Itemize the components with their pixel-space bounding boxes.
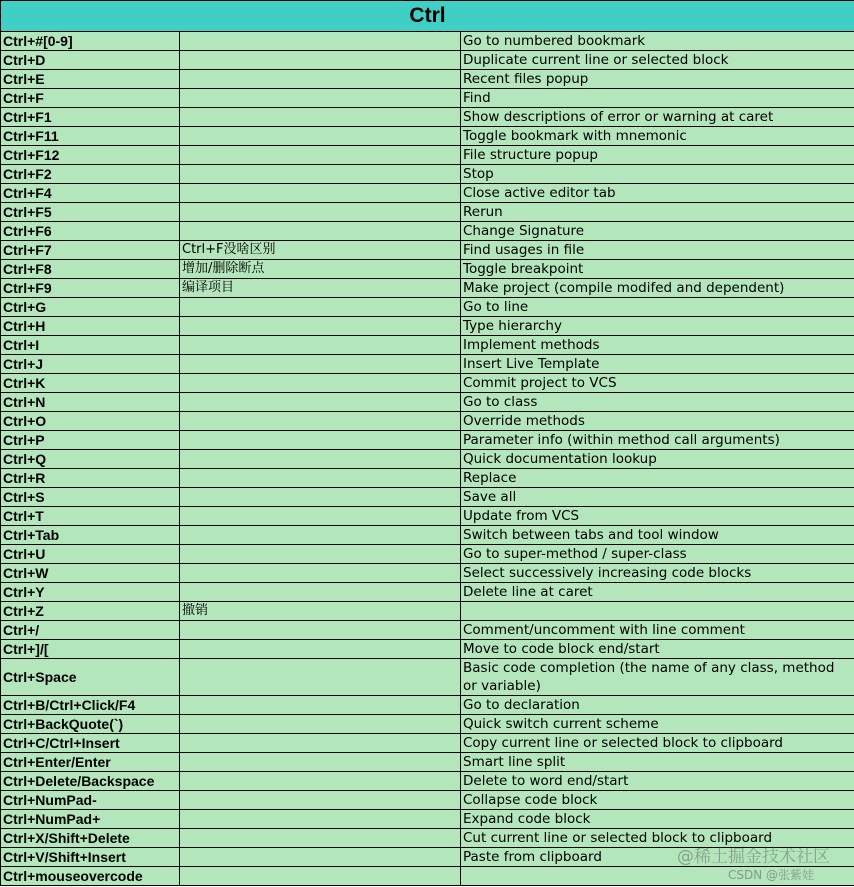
table-row [1, 298, 854, 317]
description-cell: Go to line [461, 298, 854, 317]
shortcut-key-cell: Ctrl+Tab [1, 526, 180, 545]
note-cell: 增加/删除断点 [180, 260, 461, 279]
shortcut-key-cell: Ctrl+NumPad- [1, 791, 180, 810]
description-cell: Update from VCS [461, 507, 854, 526]
note-cell [180, 51, 461, 70]
table-row [1, 32, 854, 51]
table-row [1, 791, 854, 810]
note-cell: 编译项目 [180, 279, 461, 298]
table-row [1, 51, 854, 70]
table-row [1, 241, 854, 260]
table-row [1, 734, 854, 753]
description-cell: Recent files popup [461, 70, 854, 89]
description-cell [461, 602, 854, 621]
shortcut-key-cell: Ctrl+T [1, 507, 180, 526]
note-cell [180, 545, 461, 564]
note-cell [180, 507, 461, 526]
shortcut-key-cell: Ctrl+Delete/Backspace [1, 772, 180, 791]
table-title: Ctrl [1, 1, 854, 32]
description-cell: Commit project to VCS [461, 374, 854, 393]
shortcut-key-cell: Ctrl+]/[ [1, 640, 180, 659]
description-cell: Find [461, 89, 854, 108]
shortcut-key-cell: Ctrl+I [1, 336, 180, 355]
shortcut-key-cell: Ctrl+F9 [1, 279, 180, 298]
shortcut-key-cell: Ctrl+BackQuote(`) [1, 715, 180, 734]
shortcut-key-cell: Ctrl+F4 [1, 184, 180, 203]
note-cell [180, 393, 461, 412]
shortcut-key-cell: Ctrl+E [1, 70, 180, 89]
note-cell [180, 867, 461, 886]
shortcut-key-cell: Ctrl+X/Shift+Delete [1, 829, 180, 848]
description-cell: Make project (compile modifed and dependent) [461, 279, 854, 298]
table-row [1, 469, 854, 488]
note-cell [180, 488, 461, 507]
table-row [1, 696, 854, 715]
description-cell: Type hierarchy [461, 317, 854, 336]
note-cell [180, 165, 461, 184]
note-cell [180, 127, 461, 146]
shortcut-key-cell: Ctrl+K [1, 374, 180, 393]
description-cell: Switch between tabs and tool window [461, 526, 854, 545]
shortcut-key-cell: Ctrl+F2 [1, 165, 180, 184]
description-cell: Collapse code block [461, 791, 854, 810]
description-cell: Smart line split [461, 753, 854, 772]
description-cell: Stop [461, 165, 854, 184]
note-cell [180, 734, 461, 753]
table-row [1, 89, 854, 108]
table-row [1, 393, 854, 412]
shortcut-key-cell: Ctrl+Space [1, 659, 180, 696]
table-row [1, 848, 854, 867]
note-cell [180, 848, 461, 867]
description-cell: Find usages in file [461, 241, 854, 260]
shortcut-key-cell: Ctrl+F12 [1, 146, 180, 165]
description-cell: Quick documentation lookup [461, 450, 854, 469]
shortcut-key-cell: Ctrl+W [1, 564, 180, 583]
table-row [1, 640, 854, 659]
table-row [1, 355, 854, 374]
shortcut-key-cell: Ctrl+F11 [1, 127, 180, 146]
shortcut-key-cell: Ctrl+R [1, 469, 180, 488]
table-row [1, 621, 854, 640]
description-cell: Go to super-method / super-class [461, 545, 854, 564]
table-row [1, 317, 854, 336]
table-row [1, 165, 854, 184]
note-cell: 撤销 [180, 602, 461, 621]
description-cell: Cut current line or selected block to clipboard [461, 829, 854, 848]
table-row [1, 127, 854, 146]
table-row [1, 602, 854, 621]
note-cell [180, 810, 461, 829]
table-row [1, 659, 854, 696]
shortcut-key-cell: Ctrl+V/Shift+Insert [1, 848, 180, 867]
note-cell [180, 640, 461, 659]
description-cell: Change Signature [461, 222, 854, 241]
description-cell: Delete line at caret [461, 583, 854, 602]
note-cell [180, 89, 461, 108]
description-cell: Go to class [461, 393, 854, 412]
description-cell: Move to code block end/start [461, 640, 854, 659]
note-cell [180, 715, 461, 734]
watermark-csdn: CSDN @张紫娃 [727, 868, 814, 882]
table-row [1, 203, 854, 222]
note-cell [180, 70, 461, 89]
note-cell [180, 621, 461, 640]
table-row [1, 867, 854, 886]
table-row [1, 412, 854, 431]
table-row [1, 336, 854, 355]
table-row [1, 108, 854, 127]
table-row [1, 829, 854, 848]
table-row [1, 753, 854, 772]
table-row [1, 715, 854, 734]
note-cell [180, 431, 461, 450]
note-cell [180, 526, 461, 545]
shortcut-key-cell: Ctrl+S [1, 488, 180, 507]
table-row [1, 488, 854, 507]
shortcut-key-cell: Ctrl+Enter/Enter [1, 753, 180, 772]
note-cell [180, 32, 461, 51]
shortcut-key-cell: Ctrl+Q [1, 450, 180, 469]
note-cell [180, 583, 461, 602]
table-row [1, 431, 854, 450]
note-cell [180, 696, 461, 715]
shortcut-key-cell: Ctrl+H [1, 317, 180, 336]
shortcut-key-cell: Ctrl+F5 [1, 203, 180, 222]
table-row [1, 526, 854, 545]
description-cell: Save all [461, 488, 854, 507]
shortcut-key-cell: Ctrl+C/Ctrl+Insert [1, 734, 180, 753]
description-cell: Comment/uncomment with line comment [461, 621, 854, 640]
description-cell: Override methods [461, 412, 854, 431]
note-cell [180, 772, 461, 791]
description-cell: Expand code block [461, 810, 854, 829]
shortcut-key-cell: Ctrl+D [1, 51, 180, 70]
shortcut-key-cell: Ctrl+#[0-9] [1, 32, 180, 51]
note-cell [180, 222, 461, 241]
shortcut-key-cell: Ctrl+J [1, 355, 180, 374]
shortcut-key-cell: Ctrl+F7 [1, 241, 180, 260]
shortcut-key-cell: Ctrl+G [1, 298, 180, 317]
description-cell: Duplicate current line or selected block [461, 51, 854, 70]
shortcut-key-cell: Ctrl+Z [1, 602, 180, 621]
table-row [1, 583, 854, 602]
description-cell: Delete to word end/start [461, 772, 854, 791]
shortcut-key-cell: Ctrl+B/Ctrl+Click/F4 [1, 696, 180, 715]
shortcut-key-cell: Ctrl+F1 [1, 108, 180, 127]
note-cell: Ctrl+F没啥区别 [180, 241, 461, 260]
description-cell: Quick switch current scheme [461, 715, 854, 734]
table-row [1, 374, 854, 393]
shortcut-key-cell: Ctrl+F [1, 89, 180, 108]
shortcut-key-cell: Ctrl+F6 [1, 222, 180, 241]
shortcut-key-cell: Ctrl+N [1, 393, 180, 412]
note-cell [180, 146, 461, 165]
description-cell: Toggle breakpoint [461, 260, 854, 279]
note-cell [180, 184, 461, 203]
description-cell: Go to declaration [461, 696, 854, 715]
note-cell [180, 753, 461, 772]
note-cell [180, 355, 461, 374]
table-body [1, 32, 854, 886]
note-cell [180, 203, 461, 222]
note-cell [180, 791, 461, 810]
shortcut-key-cell: Ctrl+NumPad+ [1, 810, 180, 829]
note-cell [180, 374, 461, 393]
table-row [1, 772, 854, 791]
description-cell: Parameter info (within method call arguments) [461, 431, 854, 450]
description-cell: File structure popup [461, 146, 854, 165]
shortcut-key-cell: Ctrl+U [1, 545, 180, 564]
note-cell [180, 336, 461, 355]
note-cell [180, 829, 461, 848]
watermark: @稀土掘金技术社区 [677, 847, 830, 867]
table-row [1, 810, 854, 829]
shortcut-key-cell: Ctrl+Y [1, 583, 180, 602]
table-row [1, 450, 854, 469]
description-cell [461, 867, 854, 886]
description-cell: Insert Live Template [461, 355, 854, 374]
table-row [1, 279, 854, 298]
table-row [1, 564, 854, 583]
table-row [1, 507, 854, 526]
note-cell [180, 298, 461, 317]
table-header-row [1, 1, 854, 32]
table-row [1, 260, 854, 279]
table-row [1, 545, 854, 564]
table-row [1, 222, 854, 241]
description-cell: Select successively increasing code blocks [461, 564, 854, 583]
description-cell: Close active editor tab [461, 184, 854, 203]
table-row [1, 70, 854, 89]
shortcut-key-cell: Ctrl+F8 [1, 260, 180, 279]
note-cell [180, 317, 461, 336]
note-cell [180, 450, 461, 469]
table-row [1, 146, 854, 165]
description-cell: Toggle bookmark with mnemonic [461, 127, 854, 146]
description-cell: Replace [461, 469, 854, 488]
shortcut-key-cell: Ctrl+/ [1, 621, 180, 640]
description-cell: Implement methods [461, 336, 854, 355]
shortcut-key-cell: Ctrl+O [1, 412, 180, 431]
description-cell: Go to numbered bookmark [461, 32, 854, 51]
note-cell [180, 659, 461, 696]
note-cell [180, 469, 461, 488]
shortcut-key-cell: Ctrl+mouseovercode [1, 867, 180, 886]
note-cell [180, 108, 461, 127]
shortcut-key-cell: Ctrl+P [1, 431, 180, 450]
description-cell: Paste from clipboard [461, 848, 854, 867]
description-cell: Basic code completion (the name of any class, method or variable) [461, 659, 854, 696]
description-cell: Rerun [461, 203, 854, 222]
description-cell: Copy current line or selected block to clipboard [461, 734, 854, 753]
description-cell: Show descriptions of error or warning at caret [461, 108, 854, 127]
note-cell [180, 564, 461, 583]
table-row [1, 184, 854, 203]
note-cell [180, 412, 461, 431]
